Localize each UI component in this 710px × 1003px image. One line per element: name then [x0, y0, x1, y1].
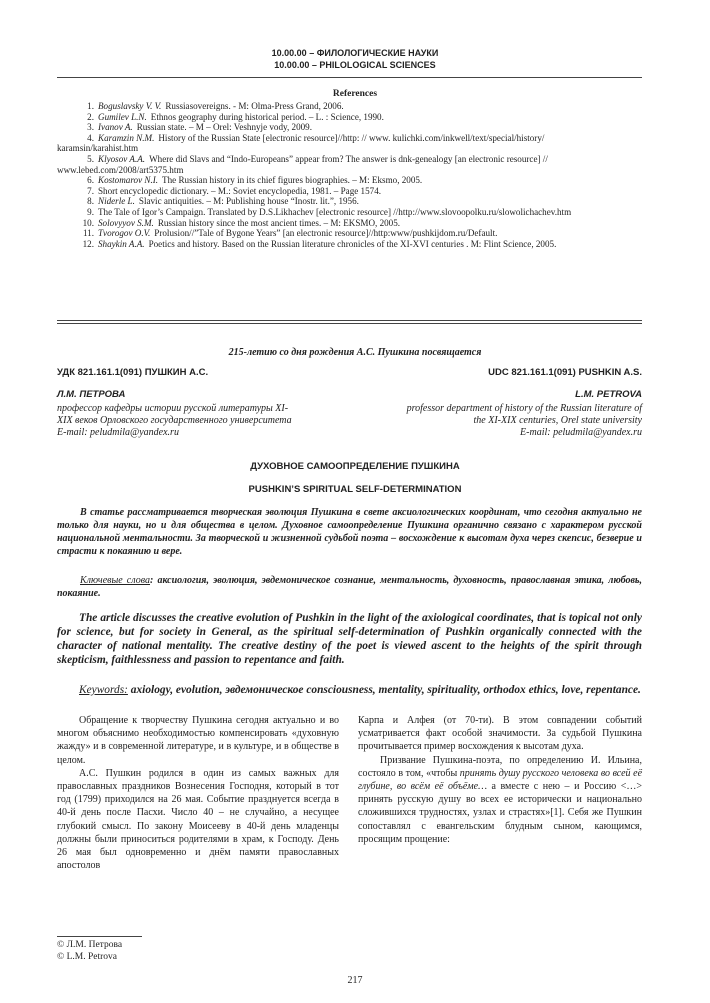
reference-number: 12. — [82, 238, 94, 249]
reference-item — [64, 154, 644, 165]
affiliation-line: the XI-XIX centuries, Orel state university — [473, 415, 642, 426]
section-divider-top — [57, 320, 642, 321]
reference-author: Klyosov A.A. — [98, 154, 146, 164]
copyright-ru: © Л.М. Петрова — [57, 940, 123, 950]
keywords-text-ru: : аксиология, эволюция, эвдемоническое сознание, ментальность, духовность, православная этика, любовь, покаяние. — [57, 575, 643, 599]
reference-author: Ivanov A. — [98, 122, 133, 133]
reference-text: The Russian history in its chief figures biographies. – M: Eksmo, 2005. — [162, 175, 423, 186]
reference-number: 4. — [87, 132, 94, 143]
reference-item — [64, 101, 644, 112]
reference-author: Niderle L. — [98, 196, 135, 207]
article-title-en: PUSHKIN’S SPIRITUAL SELF-DETERMINATION — [248, 484, 462, 495]
reference-text: Poetics and history. Based on the Russian literature chronicles of the XI-XVI centuries . M: Flint Science, 2005. — [148, 238, 557, 249]
header-divider — [57, 77, 642, 78]
reference-number: 1. — [87, 101, 94, 111]
reference-author: Shaykin A.A. — [98, 238, 145, 249]
footnote-divider — [57, 936, 142, 937]
section-divider-bottom — [57, 323, 642, 324]
keywords-label-en: Keywords: — [79, 684, 128, 696]
reference-number: 7. — [87, 185, 94, 196]
reference-number: 6. — [87, 175, 94, 186]
reference-text: Ethnos geography during historical period. – L. : Science, 1990. — [150, 111, 384, 122]
reference-number: 10. — [82, 217, 94, 228]
reference-item — [64, 228, 644, 239]
author-email-en: E-mail: peludmila@yandex.ru — [520, 427, 642, 438]
body-column-right — [358, 714, 642, 846]
reference-text: Russiasovereigns. - M: Olma-Press Grand, 2006. — [165, 101, 344, 111]
author-email-ru: E-mail: peludmila@yandex.ru — [57, 427, 179, 438]
reference-number: 3. — [87, 122, 94, 133]
page-number: 217 — [347, 975, 363, 986]
body-paragraph: Обращение к творчеству Пушкина сегодня актуально и во многом объяснимо необходимостью компенсировать «духовную жажду» и в современной литературе, и в культуре, и в обществе в целом. — [57, 715, 339, 766]
body-paragraph: А.С. Пушкин родился в один из самых важных для православных праздников Вознесения Господня, который в тот год (1799) приходился на 26 мая. Событие празднуется всегда в 40-й день после Пасхи. Число 40 – не случайно, а несущее глубокий смысл. По закону Моисееву в 40-й день младенцы должны были приноситься родителями в храм, к Господу. День 26 мая был одновременно и днём памяти православных апостолов — [57, 767, 339, 872]
reference-item — [64, 239, 644, 250]
reference-text: Where did Slavs and “Indo-Europeans” appear from? The answer is dnk-genealogy [an electronic resource] // — [149, 154, 548, 164]
reference-item — [64, 175, 644, 186]
author-affiliation-ru — [57, 403, 347, 439]
abstract-en: The article discusses the creative evolution of Pushkin in the light of the axiological coordinates, that is topical not only for science, but for society in General, as the spiritual self-determination of Pushkin organically connected with the character of national mentality. The creative destiny of the poet is viewed ascent to the heights of the spirit through skepticism, faithlessness and passion to repentance and faith. — [57, 612, 642, 666]
body-text: Призвание Пушкина-поэта, по определению И. Ильина, состояло в том, «чтобы — [358, 754, 642, 779]
author-affiliation-en — [342, 403, 642, 439]
reference-text: History of the Russian State [electronic resource]//http: // www. kulichki.com/inkwell/text/special/history/ — [158, 132, 545, 143]
reference-author: Tvorogov O.V. — [98, 228, 151, 239]
article-title-ru: ДУХОВНОЕ САМООПРЕДЕЛЕНИЕ ПУШКИНА — [250, 461, 460, 472]
reference-continuation: www.lebed.com/2008/art5375.htm — [57, 164, 184, 175]
reference-author: Solovyyov S.M. — [98, 217, 154, 228]
dedication: 215-летию со дня рождения А.С. Пушкина посвящается — [228, 347, 482, 358]
reference-number: 8. — [87, 196, 94, 207]
reference-continuation: karamsin/karahist.htm — [57, 143, 139, 154]
reference-item — [64, 207, 644, 218]
body-text: а вместе с нею – и Россию <…> принять русскую душу во всех ее исторически и национально сложившихся трудностях, узлах и страстях»[1]. Себя же Пушкин сопоставлял с евангельским блудным сыном, кающимся, просящим прощение: — [358, 781, 642, 845]
reference-text: Slavic antiquities. – M: Publishing house “Inostr. lit.”, 1956. — [138, 196, 359, 207]
author-name-en: L.M. PETROVA — [575, 389, 642, 400]
abstract-ru: В статье рассматривается творческая эволюция Пушкина в свете аксиологических координат, что сегодня актуально не только для науки, но и для общества в целом. Духовное самоопределение Пушкина органично связано с характером русской национальной ментальности. За творческой и жизненной судьбой поэта – восхождение к высотам духа через скепсис, безверие и страсти к покаянию и вере. — [57, 507, 642, 557]
body-paragraph: Карпа и Алфея (от 70-ти). В этом совпадении событий усматривается факт особой значимости. За судьбой Пушкина прочитывается пример восхождения к высотам духа. — [358, 715, 642, 753]
reference-number: 11. — [82, 228, 94, 239]
reference-item — [64, 196, 644, 207]
keywords-text-en: axiology, evolution, эвдемоническое consciousness, mentality, spirituality, orthodox ethics, love, repentance. — [127, 684, 641, 696]
keywords-label-ru: Ключевые слова — [80, 575, 151, 586]
affiliation-line: professor department of history of the Russian literature of — [406, 403, 642, 414]
running-header-ru: 10.00.00 – ФИЛОЛОГИЧЕСКИЕ НАУКИ — [271, 48, 439, 58]
reference-item — [64, 133, 644, 144]
reference-text: Russian history since the most ancient times. – M: EKSMO, 2005. — [157, 217, 401, 228]
affiliation-line: XIX веков Орловского государственного университета — [57, 415, 292, 426]
keywords-ru — [57, 574, 642, 600]
copyright-en: © L.M. Petrova — [57, 952, 117, 962]
references-title: References — [332, 89, 378, 99]
reference-item — [64, 112, 644, 123]
reference-text: Prolusion//”Tale of Bygone Years” [an electronic resource]//http:www/pushkijdom.ru/Default. — [154, 228, 498, 239]
affiliation-line: профессор кафедры истории русской литературы XI- — [57, 403, 289, 414]
body-column-left — [57, 714, 339, 872]
body-paragraph — [358, 754, 642, 846]
reference-item — [64, 186, 644, 197]
reference-author: Boguslavsky V. V. — [98, 101, 162, 111]
reference-author: Gumilev L.N. — [98, 111, 147, 122]
reference-item — [64, 122, 644, 133]
reference-text: Russian state. – M – Orel: Veshnyje vody, 2009. — [136, 122, 312, 133]
udc-ru: УДК 821.161.1(091) ПУШКИН А.С. — [57, 367, 209, 378]
reference-number: 2. — [87, 111, 94, 122]
reference-text: Short encyclopedic dictionary. – M.: Soviet encyclopedia, 1981. – Page 1574. — [98, 185, 382, 196]
reference-author: Karamzin N.M. — [98, 132, 155, 143]
reference-author: Kostomarov N.I. — [98, 175, 159, 186]
quote-italic: принять душу русского человека во всей её глубине, во всём её объёме… — [358, 767, 643, 793]
author-name-ru: Л.М. ПЕТРОВА — [57, 389, 126, 400]
udc-en: UDC 821.161.1(091) PUSHKIN A.S. — [488, 367, 642, 378]
reference-number: 9. — [87, 207, 94, 217]
running-header-en: 10.00.00 – PHILOLOGICAL SCIENCES — [274, 60, 436, 70]
reference-number: 5. — [87, 154, 94, 164]
reference-text: The Tale of Igor’s Campaign. Translated by D.S.Likhachev [electronic resource] //http://www.slovoopolku.ru/slowolichachev.htm — [98, 207, 572, 217]
keywords-en — [57, 683, 642, 697]
reference-item — [64, 218, 644, 229]
